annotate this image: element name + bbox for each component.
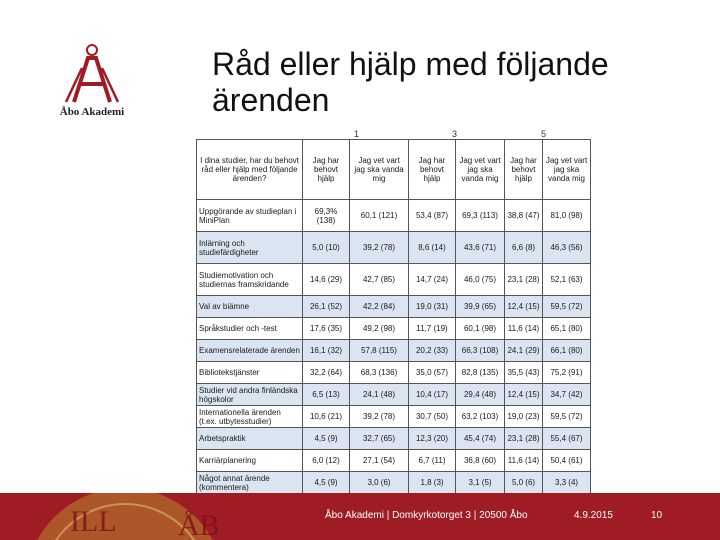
table-cell: 46,0 (75) [456, 264, 505, 296]
table-row [197, 472, 591, 494]
table-header: Jag har behovt hjälp [409, 140, 456, 200]
table-cell: 17,6 (35) [303, 318, 350, 340]
table-cell: 14,7 (24) [409, 264, 456, 296]
table-row [197, 450, 591, 472]
table-row [197, 428, 591, 450]
university-seal-icon [0, 493, 250, 540]
table-row [197, 384, 591, 406]
table-cell: 3,0 (6) [350, 472, 409, 494]
table-cell: 32,7 (65) [350, 428, 409, 450]
seal-lettering: ÅB [178, 509, 220, 540]
table-cell: 69,3% (138) [303, 200, 350, 232]
logo-wordmark: Åbo Akademi [59, 106, 125, 118]
table-cell: 3,1 (5) [456, 472, 505, 494]
row-label: Studiemotivation och studiernas framskridande [197, 264, 303, 296]
table-cell: 60,1 (98) [456, 318, 505, 340]
table-cell: 6,6 (8) [505, 232, 543, 264]
table-cell: 8,6 (14) [409, 232, 456, 264]
table-cell: 39,2 (78) [350, 406, 409, 428]
table-cell: 43,6 (71) [456, 232, 505, 264]
table-cell: 59,5 (72) [543, 296, 591, 318]
table-cell: 60,1 (121) [350, 200, 409, 232]
table-cell: 11,7 (19) [409, 318, 456, 340]
table-cell: 63,2 (103) [456, 406, 505, 428]
table-cell: 12,4 (15) [505, 296, 543, 318]
row-label: Språkstudier och -test [197, 318, 303, 340]
table-cell: 42,7 (85) [350, 264, 409, 296]
table-cell: 24,1 (48) [350, 384, 409, 406]
table-cell: 30,7 (50) [409, 406, 456, 428]
table-cell: 39,2 (78) [350, 232, 409, 264]
table-cell: 39,9 (65) [456, 296, 505, 318]
row-label: Bibliotekstjänster [197, 362, 303, 384]
table-cell: 49,2 (98) [350, 318, 409, 340]
table-cell: 35,5 (43) [505, 362, 543, 384]
column-number: 1 [354, 129, 360, 139]
results-table [196, 139, 591, 494]
table-cell: 29,4 (48) [456, 384, 505, 406]
table-cell: 68,3 (136) [350, 362, 409, 384]
table-row [197, 362, 591, 384]
table-cell: 42,2 (84) [350, 296, 409, 318]
table-cell: 35,0 (57) [409, 362, 456, 384]
table-header: I dina studier, har du behovt råd eller hjälp med följande ärenden? [197, 140, 303, 200]
table-header: Jag har behovt hjälp [303, 140, 350, 200]
table-cell: 24,1 (29) [505, 340, 543, 362]
column-numbers [196, 129, 590, 139]
table-cell: 23,1 (28) [505, 264, 543, 296]
table-cell: 26,1 (52) [303, 296, 350, 318]
row-label: Val av biämne [197, 296, 303, 318]
table-cell: 11,6 (14) [505, 450, 543, 472]
table-cell: 81,0 (98) [543, 200, 591, 232]
table-header: Jag har behovt hjälp [505, 140, 543, 200]
row-label: Karriärplanering [197, 450, 303, 472]
table-cell: 46,3 (56) [543, 232, 591, 264]
table-row [197, 340, 591, 362]
table-cell: 45,4 (74) [456, 428, 505, 450]
row-label: Något annat ärende (kommentera) [197, 472, 303, 494]
column-number: 3 [452, 129, 458, 139]
table-header: Jag vet vart jag ska vanda mig [543, 140, 591, 200]
table-cell: 69,3 (113) [456, 200, 505, 232]
table-cell: 59,5 (72) [543, 406, 591, 428]
table-cell: 32,2 (64) [303, 362, 350, 384]
table-cell: 5,0 (6) [505, 472, 543, 494]
table-row [197, 264, 591, 296]
table-cell: 4,5 (9) [303, 472, 350, 494]
table-cell: 20,2 (33) [409, 340, 456, 362]
table-cell: 75,2 (91) [543, 362, 591, 384]
row-label: Uppgörande av studieplan i MiniPlan [197, 200, 303, 232]
row-label: Arbetspraktik [197, 428, 303, 450]
table-cell: 12,4 (15) [505, 384, 543, 406]
footer-address: Åbo Akademi | Domkyrkotorget 3 | 20500 Åbo [325, 510, 528, 521]
row-label: Inlärning och studiefärdigheter [197, 232, 303, 264]
table-cell: 34,7 (42) [543, 384, 591, 406]
table-cell: 66,3 (108) [456, 340, 505, 362]
table-header: Jag vet vart jag ska vanda mig [456, 140, 505, 200]
table-cell: 57,8 (115) [350, 340, 409, 362]
table-row [197, 318, 591, 340]
row-label: Internationella ärenden (t.ex. utbytesstudier) [197, 406, 303, 428]
table-cell: 10,6 (21) [303, 406, 350, 428]
page-number: 10 [651, 510, 663, 521]
table-cell: 23,1 (28) [505, 428, 543, 450]
table-cell: 66,1 (80) [543, 340, 591, 362]
table-cell: 6,7 (11) [409, 450, 456, 472]
table-cell: 65,1 (80) [543, 318, 591, 340]
table-cell: 82,8 (135) [456, 362, 505, 384]
slide-title: Råd eller hjälp med följande ärenden [212, 46, 609, 118]
table-row [197, 200, 591, 232]
table-row [197, 296, 591, 318]
table-cell: 11,6 (14) [505, 318, 543, 340]
table-cell: 6,0 (12) [303, 450, 350, 472]
table-cell: 19,0 (23) [505, 406, 543, 428]
table-cell: 36,8 (60) [456, 450, 505, 472]
table-cell: 6,5 (13) [303, 384, 350, 406]
table-cell: 3,3 (4) [543, 472, 591, 494]
table-cell: 5,0 (10) [303, 232, 350, 264]
table-cell: 4,5 (9) [303, 428, 350, 450]
table-cell: 52,1 (63) [543, 264, 591, 296]
table-cell: 19,0 (31) [409, 296, 456, 318]
row-label: Examensrelaterade ärenden [197, 340, 303, 362]
table-cell: 1,8 (3) [409, 472, 456, 494]
table-cell: 10,4 (17) [409, 384, 456, 406]
table-cell: 50,4 (61) [543, 450, 591, 472]
table-row [197, 406, 591, 428]
table-header-row [197, 140, 591, 200]
table-cell: 38,8 (47) [505, 200, 543, 232]
footer-date: 4.9.2015 [574, 510, 613, 521]
column-number: 5 [541, 129, 547, 139]
row-label: Studier vid andra finländska högskolor [197, 384, 303, 406]
seal-lettering: ILL [70, 505, 117, 538]
table-cell: 55,4 (67) [543, 428, 591, 450]
table-cell: 12,3 (20) [409, 428, 456, 450]
table-cell: 27,1 (54) [350, 450, 409, 472]
table-header: Jag vet vart jag ska vanda mig [350, 140, 409, 200]
table-cell: 14,6 (29) [303, 264, 350, 296]
table-cell: 16,1 (32) [303, 340, 350, 362]
table-cell: 53,4 (87) [409, 200, 456, 232]
table-row [197, 232, 591, 264]
